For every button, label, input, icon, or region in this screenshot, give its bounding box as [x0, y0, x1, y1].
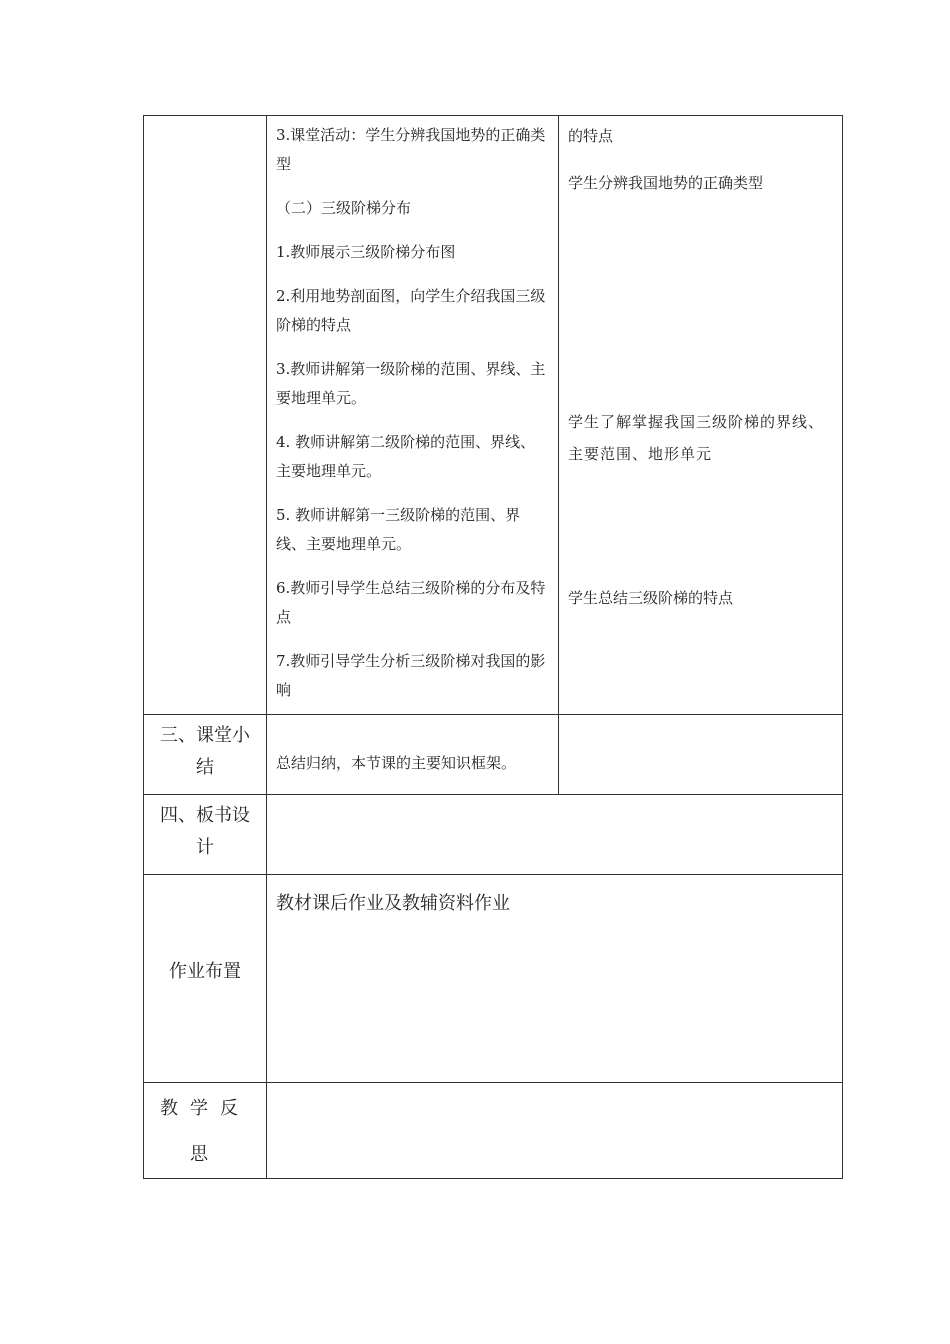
board-label-cell	[144, 795, 267, 875]
summary-row	[144, 715, 843, 795]
teacher-step: 2.利用地势剖面图，向学生介绍我国三级阶梯的特点	[276, 287, 546, 334]
teacher-activity-cell	[267, 116, 559, 715]
teacher-step: 5. 教师讲解第一三级阶梯的范围、界线、主要地理单元。	[276, 506, 521, 553]
homework-label-cell	[144, 875, 267, 1083]
summary-content: 总结归纳，本节课的主要知识框架。	[276, 754, 517, 772]
student-activity: 学生分辨我国地势的正确类型	[568, 174, 764, 192]
reflection-content-cell	[267, 1083, 843, 1179]
reflection-row	[144, 1083, 843, 1179]
student-activity: 学生了解掌握我国三级阶梯的界线、主要范围、地形单元	[568, 413, 825, 463]
board-design-label: 四、板书设计	[160, 805, 250, 858]
homework-content: 教材课后作业及教辅资料作业	[276, 893, 510, 914]
homework-label: 作业布置	[169, 961, 241, 982]
student-activity: 学生总结三级阶梯的特点	[568, 589, 734, 607]
lesson-plan-table	[143, 115, 843, 1179]
board-design-content-cell	[267, 795, 843, 875]
reflection-label: 教学反思	[160, 1098, 250, 1165]
stage-label-cell	[144, 116, 267, 715]
teacher-step: 3.教师讲解第一级阶梯的范围、界线、主要地理单元。	[276, 360, 546, 407]
teaching-process-row	[144, 116, 843, 715]
teacher-step: 3.课堂活动：学生分辨我国地势的正确类型	[276, 126, 546, 173]
homework-row	[144, 875, 843, 1083]
board-design-row	[144, 795, 843, 875]
summary-empty-cell	[559, 715, 843, 795]
section-heading: （二）三级阶梯分布	[276, 199, 412, 217]
summary-content-cell	[267, 715, 559, 795]
reflection-label-cell	[144, 1083, 267, 1179]
teacher-step: 7.教师引导学生分析三级阶梯对我国的影响	[276, 652, 546, 699]
teacher-step: 6.教师引导学生总结三级阶梯的分布及特点	[276, 579, 546, 626]
homework-content-cell	[267, 875, 843, 1083]
summary-label-cell	[144, 715, 267, 795]
teacher-step: 1.教师展示三级阶梯分布图	[276, 243, 456, 261]
summary-label: 三、课堂小结	[160, 725, 250, 778]
teacher-step: 4. 教师讲解第二级阶梯的范围、界线、主要地理单元。	[276, 433, 536, 480]
student-activity: 的特点	[568, 127, 614, 145]
student-activity-cell	[559, 116, 843, 715]
